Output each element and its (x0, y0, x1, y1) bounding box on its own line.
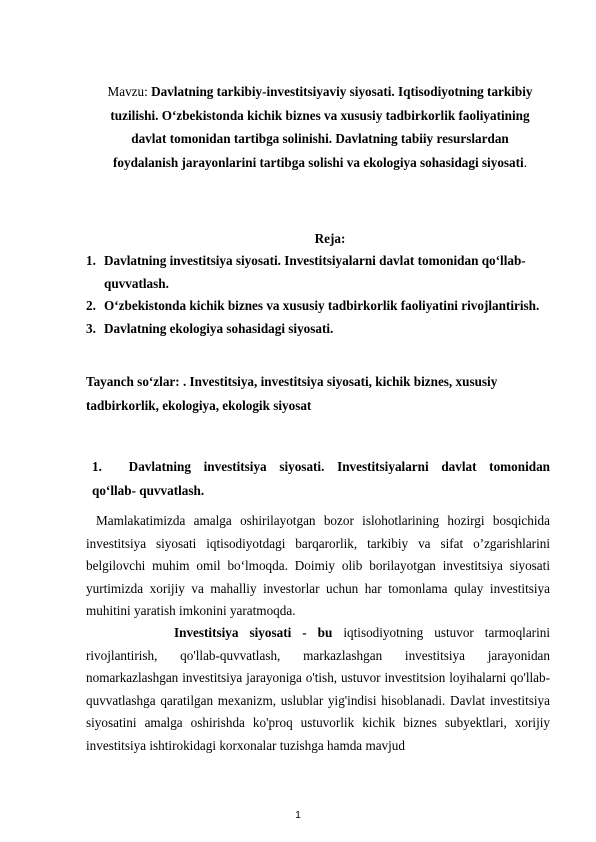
plan-item-text: Davlatning ekologiya sohasidagi siyosati. (104, 320, 334, 336)
section-word: investitsiya (203, 459, 267, 474)
plan-item-text: Davlatning investitsiya siyosati. Investitsiyalarni davlat tomonidan qo‘llab- quvvatlash. (104, 253, 526, 291)
plan-heading: Reja: (314, 231, 346, 246)
title-prefix: Mavzu: (107, 84, 148, 99)
section-word: tomonidan (489, 459, 550, 474)
keywords: Tayanch so‘zlar: . Investitsiya, investitsiya siyosati, kichik biznes, xususiy tadbirkorlik, ekologiya, ekologik siyosat (86, 374, 498, 413)
section-heading-line2: qo‘llab- quvvatlash. (92, 483, 205, 498)
section-word: Investitsiyalarni (337, 459, 429, 474)
title-end: . (523, 154, 527, 170)
plan-item (86, 318, 546, 341)
plan-item (86, 250, 546, 295)
plan-item-number: 1. (86, 253, 96, 268)
plan-list (86, 250, 546, 340)
document-title (100, 80, 540, 174)
section-word: Davlatning (128, 459, 191, 474)
section-heading-line (92, 455, 550, 479)
section-word: davlat (441, 459, 477, 474)
page-number: 1 (295, 810, 301, 821)
paragraph (86, 622, 550, 758)
plan-item-number: 2. (86, 298, 96, 313)
plan-item (86, 295, 546, 318)
definition-text: iqtisodiyotning ustuvor tarmoqlarini rivojlantirish, qo'llab-quvvatlash, markazlashgan investitsiya jarayonidan nomarkazlashgan investitsiya jarayoniga o'tish, ustuvor investitsion loyihalarni qo'llab-quvvatlashga qaratilgan mexanizm, uslublar yig'indisi hisoblanadi. Davlat investitsiya siyosatini amalga oshirishda ko'proq ustuvorlik kichik biznes subyektlari, xorijiy investitsiya ishtirokidagi korxonalar tuzishga hamda mavjud (86, 625, 550, 753)
definition-term: Investitsiya siyosati - bu (174, 625, 333, 640)
section-heading (92, 455, 550, 503)
paragraph: Mamlakatimizda amalga oshirilayotgan bozor islohotlarining hozirgi bosqichida investitsiya siyosati iqtisodiyotdagi barqarorlik, tarkibiy va sifat o’zgarishlarini belgilovchi muhim omil bo‘lmoqda. Doimiy olib borilayotgan investitsiya siyosati yurtimizda xorijiy va mahalliy investorlar uchun har tomonlama qulay investitsiya muhitini yaratish imkonini yaratmoqda. (86, 513, 550, 619)
plan-item-number: 3. (86, 320, 96, 336)
plan-item-text: O‘zbekistonda kichik biznes va xususiy tadbirkorlik faoliyatini rivojlantirish. (104, 298, 540, 313)
section-number: 1. (92, 459, 102, 474)
title-text: Davlatning tarkibiy-investitsiyaviy siyosati. Iqtisodiyotning tarkibiy tuzilishi. O‘zbekistonda kichik biznes va xususiy tadbirkorlik faoliyatining davlat tomonidan tartibga solinishi. Davlatning tabiiy resurslardan foydalanish jarayonlarini tartibga solishi va ekologiya sohasidagi siyosati (110, 84, 533, 170)
section-word: siyosati. (279, 459, 325, 474)
